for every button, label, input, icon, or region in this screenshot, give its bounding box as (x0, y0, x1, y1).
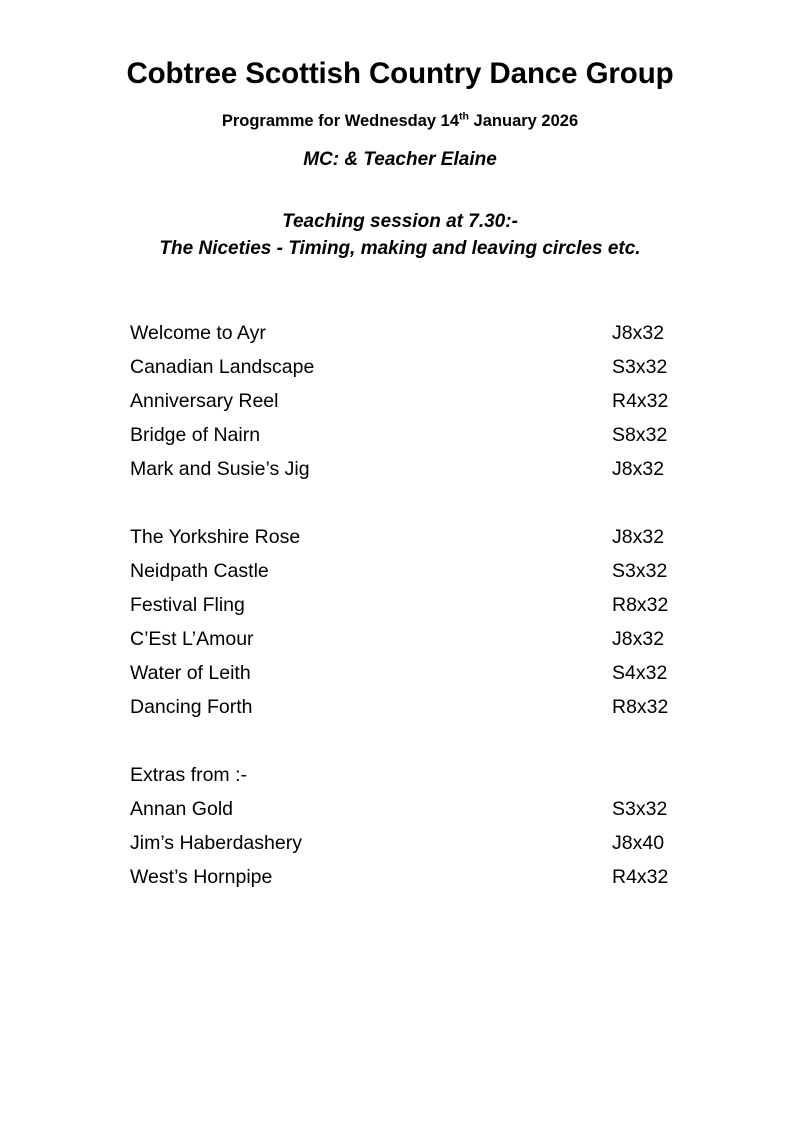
dance-block-extras-set (130, 758, 800, 894)
dance-row (130, 622, 800, 656)
dance-name: Mark and Susie’s Jig (130, 458, 310, 481)
document-header (0, 0, 800, 263)
dance-code: J8x32 (612, 458, 665, 481)
dance-name: Anniversary Reel (130, 390, 279, 413)
block-separator (130, 486, 800, 520)
dance-block-first-set (130, 316, 800, 486)
dance-programme-list (0, 316, 800, 894)
dance-block-second-set (130, 520, 800, 724)
dance-name: The Yorkshire Rose (130, 526, 301, 549)
dance-code: J8x32 (612, 526, 665, 549)
dance-code: J8x32 (612, 628, 665, 651)
dance-name: Welcome to Ayr (130, 322, 266, 345)
page-title: Cobtree Scottish Country Dance Group (126, 57, 674, 90)
extras-heading: Extras from :- (130, 764, 248, 787)
teaching-session-block (0, 171, 800, 263)
dance-code: R4x32 (612, 390, 669, 413)
dance-code: R8x32 (612, 594, 669, 617)
dance-code: J8x32 (612, 322, 665, 345)
dance-code: S3x32 (612, 560, 668, 583)
dance-code: S8x32 (612, 424, 668, 447)
dance-name: C’Est L’Amour (130, 628, 254, 651)
dance-row (130, 690, 800, 724)
dance-name: Water of Leith (130, 662, 251, 685)
dance-name: Jim’s Haberdashery (130, 832, 302, 855)
date-ordinal-suffix: th (459, 110, 469, 123)
dance-code: R8x32 (612, 696, 669, 719)
dance-name: Festival Fling (130, 594, 245, 617)
programme-date-line (0, 90, 800, 132)
dance-row (130, 350, 800, 384)
dance-name: Neidpath Castle (130, 560, 269, 583)
dance-code: S3x32 (612, 356, 668, 379)
teaching-session-time: Teaching session at 7.30:- (282, 211, 518, 233)
dance-row (130, 826, 800, 860)
dance-row (130, 656, 800, 690)
dance-code: S4x32 (612, 662, 668, 685)
dance-row (130, 452, 800, 486)
teaching-session-topic: The Niceties - Timing, making and leaving circles etc. (159, 238, 641, 260)
block-separator (130, 724, 800, 758)
dance-row (130, 860, 800, 894)
dance-row (130, 384, 800, 418)
dance-row (130, 520, 800, 554)
dance-name: Canadian Landscape (130, 356, 315, 379)
dance-code: R4x32 (612, 866, 669, 889)
programme-date-prefix: Programme for Wednesday 14 (221, 111, 460, 130)
dance-code: S3x32 (612, 798, 668, 821)
dance-row (130, 588, 800, 622)
dance-name: Bridge of Nairn (130, 424, 261, 447)
dance-name: Dancing Forth (130, 696, 253, 719)
dance-row (130, 316, 800, 350)
mc-and-teacher-line: MC: & Teacher Elaine (303, 148, 497, 170)
programme-date-suffix: January 2026 (468, 111, 579, 130)
dance-name: Annan Gold (130, 798, 233, 821)
dance-name: West’s Hornpipe (130, 866, 273, 889)
dance-row (130, 554, 800, 588)
dance-code: J8x40 (612, 832, 665, 855)
dance-row (130, 792, 800, 826)
dance-row (130, 418, 800, 452)
